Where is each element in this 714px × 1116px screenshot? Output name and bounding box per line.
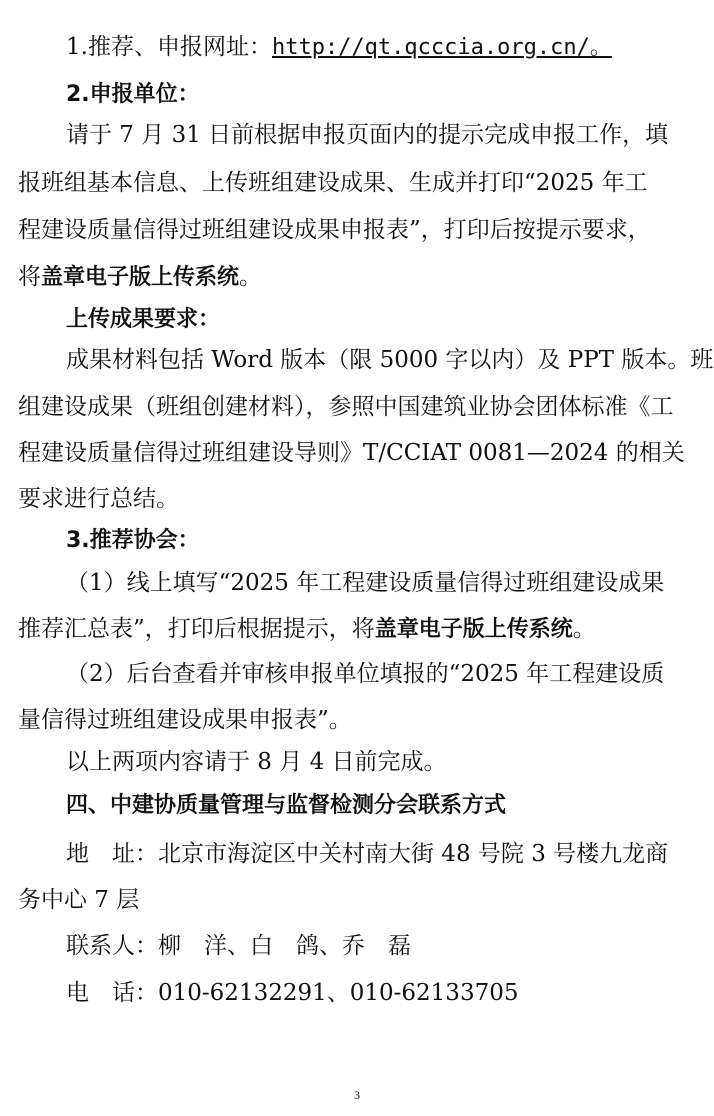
item2-para-line-4 xyxy=(18,262,714,293)
upload-para-line-1: 成果材料包括 Word 版本（限 5000 字以内）及 PPT 版本。班 xyxy=(66,347,714,373)
upload-para-line-3: 程建设质量信得过班组建设导则》T/CCIAT 0081—2024 的相关 xyxy=(18,440,685,466)
item3-p2-line-2: 量信得过班组建设成果申报表”。 xyxy=(18,707,352,733)
item3-p1-line-2 xyxy=(18,614,714,645)
item1-label: 1.推荐、申报网址： xyxy=(66,34,272,60)
address-line-1: 地 址：北京市海淀区中关村南大街 48 号院 3 号楼九龙商 xyxy=(66,841,669,867)
item3-p2-line-1: （2）后台查看并审核申报单位填报的“2025 年工程建设质 xyxy=(66,661,665,687)
item3-l2-pre: 推荐汇总表”，打印后根据提示，将 xyxy=(18,616,375,642)
address-line-2: 务中心 7 层 xyxy=(18,887,140,913)
item2-heading: 2.申报单位： xyxy=(66,82,200,107)
item1-line xyxy=(66,32,714,63)
item2-l4-pre: 将 xyxy=(18,264,41,290)
upload-heading: 上传成果要求： xyxy=(66,307,221,332)
page-number: 3 xyxy=(354,1088,360,1102)
deadline-text: 以上两项内容请于 8 月 4 日前完成。 xyxy=(66,749,447,775)
item2-para-line-3: 程建设质量信得过班组建设成果申报表”，打印后按提示要求， xyxy=(18,217,651,243)
item3-heading: 3.推荐协会： xyxy=(66,528,200,553)
submission-url-link[interactable]: http://qt.qcccia.org.cn/。 xyxy=(271,35,612,60)
item2-para-line-2: 报班组基本信息、上传班组建设成果、生成并打印“2025 年工 xyxy=(18,170,648,196)
item3-l2-bold: 盖章电子版上传系统 xyxy=(374,617,573,642)
upload-para-line-2: 组建设成果（班组创建材料），参照中国建筑业协会团体标准《工 xyxy=(18,394,674,420)
phone-line: 电 话：010-62132291、010-62133705 xyxy=(66,980,519,1006)
contacts-line: 联系人：柳 洋、白 鸽、乔 磊 xyxy=(66,933,411,959)
section4-heading: 四、中建协质量管理与监督检测分会联系方式 xyxy=(66,793,507,818)
item3-l2-post: 。 xyxy=(572,616,596,642)
item2-l4-post: 。 xyxy=(239,264,263,290)
item2-para-line-1: 请于 7 月 31 日前根据申报页面内的提示完成申报工作，填 xyxy=(66,122,669,148)
item3-p1-line-1: （1）线上填写“2025 年工程建设质量信得过班组建设成果 xyxy=(66,570,665,596)
upload-para-line-4: 要求进行总结。 xyxy=(18,486,179,512)
item2-l4-bold: 盖章电子版上传系统 xyxy=(41,265,240,290)
